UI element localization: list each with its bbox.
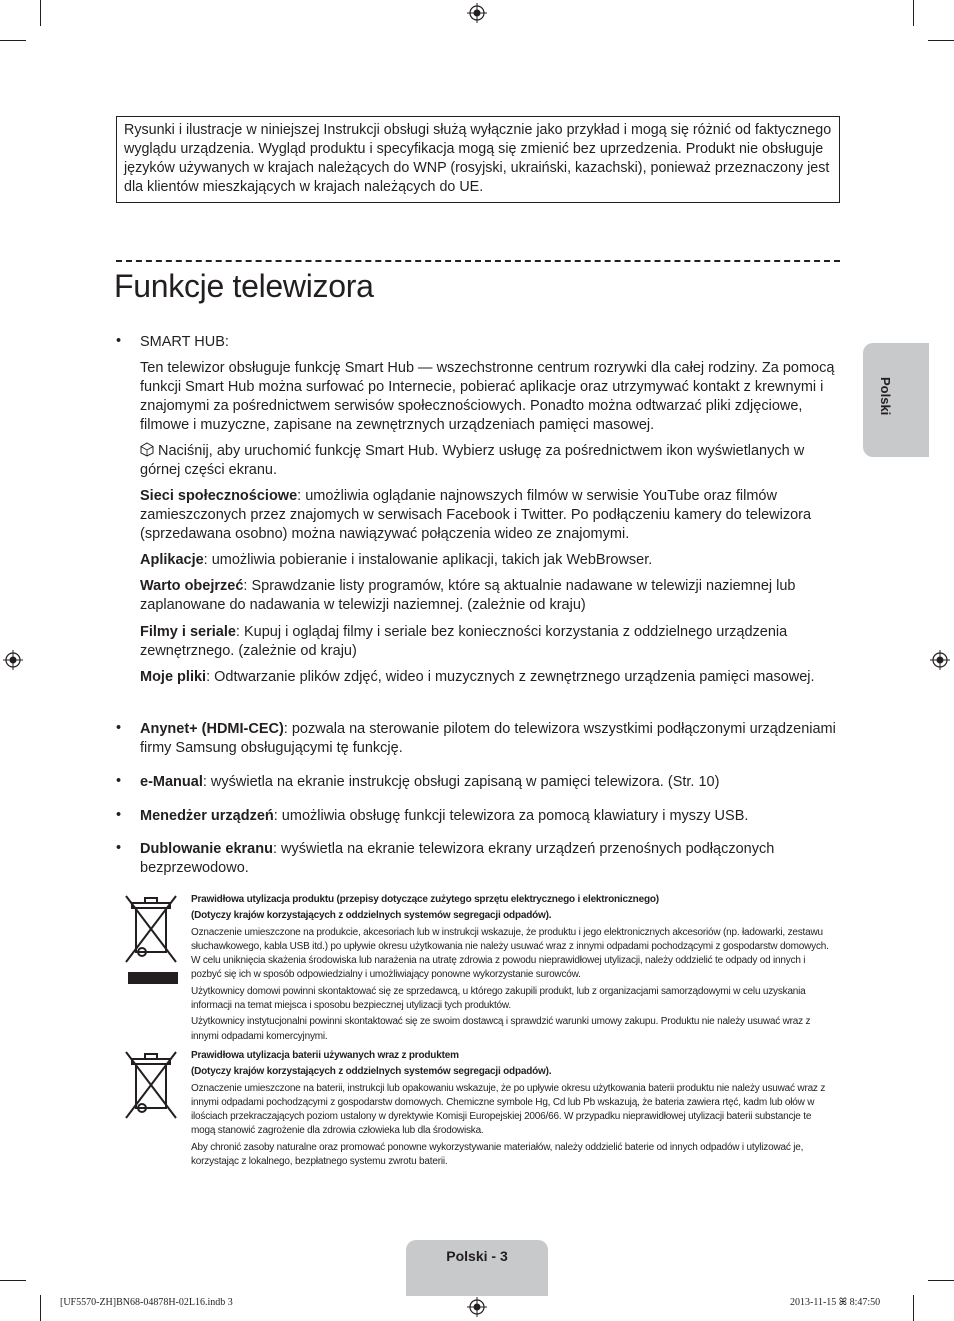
recycling-paragraph: Aby chronić zasoby naturalne oraz promować ponowne wykorzystywanie materiałów, należy oddzielić baterie od innych odpadów i utylizować je, korzystając z lokalnego, bezpłatnego systemu zwrotu baterii. (191, 1141, 804, 1168)
imprint-file: [UF5570-ZH]BN68-04878H-02L16.indb 3 (60, 1297, 233, 1308)
recycling-title: Prawidłowa utylizacja produktu (przepisy dotyczące zużytego sprzętu elektrycznego i elektronicznego) (191, 894, 659, 905)
crop-mark (0, 1280, 26, 1281)
item-label: Filmy i seriale (140, 624, 236, 640)
registration-mark-icon (467, 1297, 487, 1317)
feature-label: Menedżer urządzeń (140, 808, 274, 824)
crossed-bin-icon (122, 894, 180, 986)
crop-mark (913, 1295, 914, 1321)
bullet: • (116, 720, 122, 736)
feature-device-manager (140, 807, 840, 826)
smart-hub-icon (140, 442, 154, 457)
bullet: • (116, 840, 122, 856)
item-text: : Kupuj i oglądaj filmy i seriale bez konieczności korzystania z oddzielnego urządzenia zewnętrznego. (zależnie od kraju) (140, 624, 788, 659)
item-text: : Odtwarzanie plików zdjęć, wideo i muzycznych z zewnętrznego urządzenia pamięci masowej. (206, 669, 815, 685)
crop-mark (0, 40, 26, 41)
feature-text: : pozwala na sterowanie pilotem do telewizora wszystkimi podłączonymi urządzeniami firmy Samsung obsługującymi tę funkcję. (140, 721, 836, 756)
registration-mark-icon (467, 3, 487, 23)
notice-box: Rysunki i ilustracje w niniejszej Instrukcji obsługi służą wyłącznie jako przykład i mogą się różnić od faktycznego wyglądu urządzenia. Wygląd produktu i specyfikacja mogą się zmienić bez uprzedzenia. Produkt nie obsługuje języków używanych w krajach należących do WNP (rosyjski, ukraiński, kazachski), ponieważ przeznaczony jest dla klientów mieszkających w krajach należących do UE. (116, 116, 840, 203)
smart-hub-press (140, 442, 840, 480)
feature-emanual (140, 773, 840, 792)
feature-screen-mirroring (140, 840, 840, 878)
smart-hub-item (140, 577, 840, 615)
smart-hub-item (140, 623, 840, 661)
crop-mark (913, 0, 914, 26)
feature-label: e-Manual (140, 774, 203, 790)
page-title: Funkcje telewizora (114, 268, 374, 304)
crossed-bin-battery-icon (122, 1050, 180, 1122)
smart-hub-label: SMART HUB (140, 334, 225, 350)
item-text: : umożliwia pobieranie i instalowanie aplikacji, takich jak WebBrowser. (203, 552, 653, 568)
smart-hub-item (140, 551, 840, 570)
item-label: Sieci społecznościowe (140, 488, 298, 504)
smart-hub-intro: Ten telewizor obsługuje funkcję Smart Hub — wszechstronne centrum rozrywki dla całej rodziny. Za pomocą funkcji Smart Hub można surfować po Internecie, pobierać aplikacje oraz utrzymywać kontakt z krewnymi i znajomymi za pośrednictwem serwisów społecznościowych. Ponadto można odtwarzać pliki zdjęciowe, filmowe i muzyczne, zapisane na zewnętrznych urządzeniach pamięci masowej. (140, 360, 835, 433)
item-text: : umożliwia oglądanie najnowszych filmów w serwisie YouTube oraz filmów zamieszczonych przez znajomych w serwisach Facebook i Twitter. Po podłączeniu kamery do telewizora (sprzedawana osobno) można nawiązywać połączenia wideo ze znajomymi. (140, 488, 812, 542)
recycling-subtitle: (Dotyczy krajów korzystających z oddzielnych systemów segregacji odpadów). (191, 910, 552, 922)
bullet: • (116, 333, 122, 349)
smart-hub-item (140, 487, 840, 544)
smart-hub-press-text: Naciśnij, aby uruchomić funkcję Smart Hub. Wybierz usługę za pośrednictwem ikon wyświetlanych w górnej części ekranu. (140, 443, 805, 478)
crop-mark (40, 0, 41, 26)
section-divider (116, 260, 840, 262)
feature-text: : wyświetla na ekranie instrukcję obsługi zapisaną w pamięci telewizora. (Str. 10) (202, 774, 720, 790)
recycling-paragraph: Użytkownicy domowi powinni skontaktować się ze sprzedawcą, u którego zakupili produkt, lub z organizacjami samorządowymi w celu uzyskania informacji na temat miejsca i sposobu bezpiecznej utylizacji tych produktów. (191, 985, 806, 1012)
feature-text: : umożliwia obsługę funkcji telewizora za pomocą klawiatury i myszy USB. (273, 808, 749, 824)
recycling-battery-section (191, 1049, 831, 1171)
crop-mark (928, 40, 954, 41)
recycling-product-section (191, 893, 831, 1046)
feature-text: : wyświetla na ekranie telewizora ekrany urządzeń przenośnych podłączonych bezprzewodowo. (140, 841, 775, 876)
item-label: Moje pliki (140, 669, 207, 685)
recycling-paragraph: Użytkownicy instytucjonalni powinni skontaktować się ze swoim dostawcą i sprawdzić warunki umowy zakupu. Produktu nie należy usuwać wraz z innymi odpadami komercyjnymi. (191, 1016, 811, 1042)
crop-mark (40, 1295, 41, 1321)
page-number: Polski - 3 (446, 1248, 508, 1264)
item-label: Aplikacje (140, 552, 204, 568)
feature-anynet (140, 720, 840, 758)
feature-label: Dublowanie ekranu (140, 841, 273, 857)
smart-hub-heading: SMART HUB: (140, 334, 229, 350)
feature-label: Anynet+ (HDMI-CEC) (140, 721, 284, 737)
language-side-tab (863, 343, 929, 457)
item-text: : Sprawdzanie listy programów, które są aktualnie nadawane w telewizji naziemnej lub zaplanowane do nadawania w telewizji naziemnej. (zależnie od kraju) (140, 578, 796, 613)
side-tab-label: Polski (878, 377, 893, 416)
crop-mark (928, 1280, 954, 1281)
recycling-subtitle: (Dotyczy krajów korzystających z oddzielnych systemów segregacji odpadów). (191, 1066, 552, 1078)
item-label: Warto obejrzeć (140, 578, 244, 594)
registration-mark-icon (930, 650, 950, 670)
page-number-tab (406, 1240, 548, 1296)
registration-mark-icon (3, 650, 23, 670)
smart-hub-item (140, 668, 840, 687)
recycling-paragraph: Oznaczenie umieszczone na produkcie, akcesoriach lub w instrukcji wskazuje, że produktu i jego elektronicznych akcesoriów (np. ładowarki, zestawu słuchawkowego, kabla USB itd.) po upływie okresu użytkowania nie należy usuwać wraz z innymi odpadami pochodzącymi z gospodarstw domowych. W celu uniknięcia skażenia środowiska lub narażenia na utratę zdrowia z powodu nieprawidłowej utylizacji, należy oddzielić te odpady od innych i pozbyć się ich w sposób odpowiedzialny i umożliwiający ponowne wykorzystanie surowców. (191, 926, 829, 981)
bullet: • (116, 773, 122, 789)
recycling-paragraph: Oznaczenie umieszczone na baterii, instrukcji lub opakowaniu wskazuje, że po upływie okresu użytkowania baterii produktu nie należy usuwać wraz z innymi odpadami pochodzącymi z gospodarstw domowych. Chemiczne symbole Hg, Cd lub Pb wskazują, że bateria zawiera rtęć, kadm lub ołów w ilościach przekraczających poziom ustalony w dyrektywie Komisji Europejskiej 2006/66. W przypadku nieprawidłowej utylizacji baterii substancje te mogą stanowić zagrożenie dla zdrowia człowieka lub dla środowiska. (191, 1082, 826, 1137)
recycling-title: Prawidłowa utylizacja baterii używanych wraz z produktem (191, 1050, 459, 1061)
bullet: • (116, 807, 122, 823)
imprint-date: 2013-11-15 ꕤ 8:47:50 (790, 1297, 881, 1308)
